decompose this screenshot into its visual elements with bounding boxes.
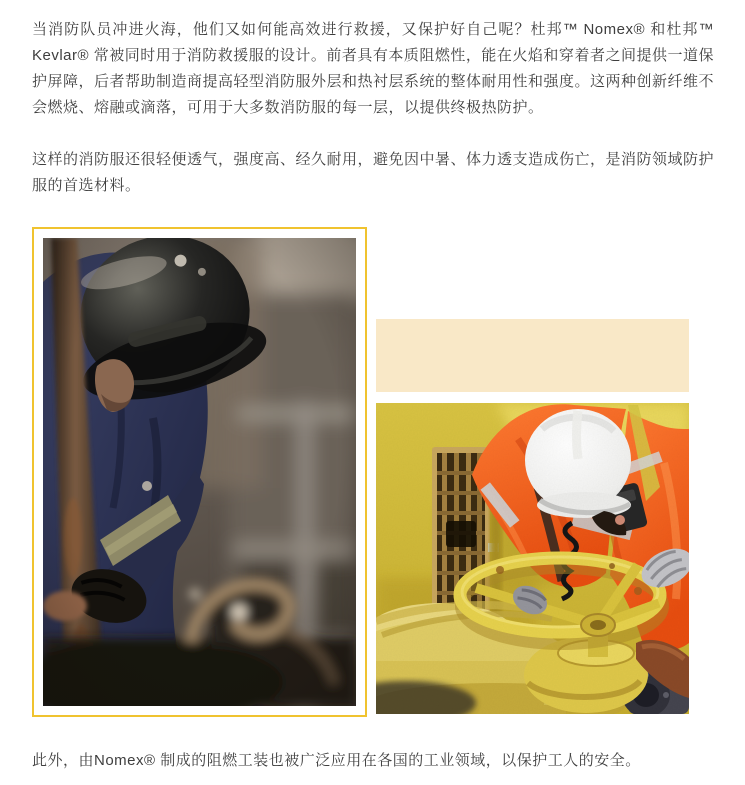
- decorative-beige-block: [376, 319, 689, 392]
- paragraph-industry: 此外，由Nomex® 制成的阻燃工装也被广泛应用在各国的工业领域，以保护工人的安全。: [32, 752, 641, 769]
- photo-section: [32, 227, 714, 717]
- paragraph-benefits: 这样的消防服还很轻便透气，强度高、经久耐用，避免因中暑、体力透支造成伤亡，是消防领域防护服的首选材料。: [32, 151, 715, 194]
- left-photo-frame: [32, 227, 367, 717]
- paragraph-intro: 当消防队员冲进火海，他们又如何能高效进行救援，又保护好自己呢？杜邦™ Nomex® 和杜邦™ Kevlar® 常被同时用于消防救援服的设计。前者具有本质阻燃性，能在火焰和穿着者之间提供一道保护屏障，后者帮助制造商提高轻型消防服外层和热衬层系统的整体耐用性和强度。这两种创新纤维不会燃烧、熔融或滴落，可用于大多数消防服的每一层，以提供终极热防护。: [32, 21, 715, 116]
- firefighter-photo: [43, 238, 356, 706]
- industrial-worker-photo: [376, 403, 689, 714]
- right-media-column: [376, 227, 689, 714]
